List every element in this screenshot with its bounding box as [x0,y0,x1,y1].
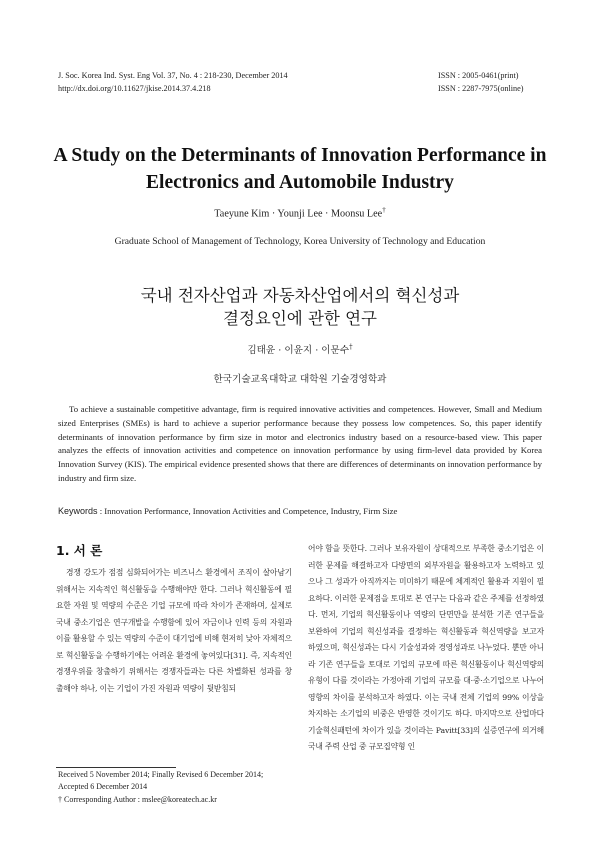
keywords-label: Keywords [58,506,98,516]
authors-korean-names: 김태윤 · 이윤지 · 이문수 [247,345,350,356]
keywords-list: : Innovation Performance, Innovation Activities and Competence, Industry, Firm Size [99,506,398,516]
body-text-right-column: 어야 함을 뜻한다. 그러나 보유자원이 상대적으로 부족한 중소기업은 이러한 문제를 해결하고자 다방면의 외부자원을 활용하고자 노력하고 있으나 그 성과가 아직까지는 미미하기 때문에 체계적인 활용과 지원이 필요하다. 이러한 문제점을 토대로 본 연구는 다음과 같은 주제를 선정하였다. 먼저, 기업의 혁신활동이나 역량의 단면만을 분석한 기존 연구들을 보완하여 기업의 혁신성과를 결정하는 혁신활동과 혁신역량을 보고자 하였으며, 혁신성과는 다시 기술성과와 경영성과로 나누었다. 뿐만 아니라 기존 연구들을 토대로 기업의 규모에 따른 혁신활동이나 혁신역량의 유형이 다를 것이라는 가정아래 기업의 규모를 대·중·소기업으로 나누어 영향의 차이를 분석하고자 하였다. 이는 국내 전체 기업의 99% 이상을 차지하는 소기업의 비중은 반영한 것이기도 하다. 마지막으로 산업마다 기술혁신패턴에 차이가 있을 것이라는 Pavitt[33]의 실증연구에 의거해 국내 주력 산업 중 규모집약형 인 [308,544,544,751]
issn-print: ISSN : 2005-0461(print) [438,71,519,80]
authors-korean [40,342,560,356]
keywords-line [58,506,542,516]
corresponding-mark-ko: † [349,342,353,351]
corresponding-mark: † [382,206,386,214]
issn-online: ISSN : 2287-7975(online) [438,84,524,93]
title-english: A Study on the Determinants of Innovation Performance in Electronics and Automobile Industry [53,145,547,193]
section-heading: 1. 서 론 [56,543,103,558]
footnote-accepted: Accepted 6 December 2014 [58,782,148,792]
footnotes [58,769,294,806]
footnote-divider [56,767,176,768]
affiliation-korean: 한국기술교육대학교 대학원 기술경영학과 [213,374,387,385]
authors-english-names: Taeyune Kim · Younji Lee · Moonsu Lee [214,208,383,220]
abstract: To achieve a sustainable competitive advantage, firm is required innovative activities and competences. However, Small and Medium sized Enterprises (SMEs) is hard to achieve a superior performance because they possess low competences. So, this paper identify determinants of innovation performance by firm size in motor and electronics industry based on a resource-based view. This paper analyzes the effects of innovation activities and competence on innovation performance by using firm-level data provided by Korea Innovation Survey (KIS). The empirical evidence presented shows that there are differences of determinants on innovation performance by industry and firm size. [58,404,542,483]
body-text-left-column: 경쟁 강도가 점점 심화되어가는 비즈니스 환경에서 조직이 살아남기 위해서는 지속적인 혁신활동을 수행해야만 한다. 그러나 혁신활동에 필요한 자원 및 역량의 수준은 기업 규모에 따라 차이가 존재하며, 실제로 국내 중소기업은 연구개발을 수행함에 있어 자금이나 인력 등의 자원과 이를 활용할 수 있는 역량의 수준이 대기업에 비해 현저히 낮아 자체적으로 혁신활동을 수행하기에는 어려운 환경에 놓여있다[31]. 즉, 지속적인 경쟁우위를 창출하기 위해서는 경쟁자들과는 다른 차별화된 성과를 창출해야 하나, 이는 기업이 가진 자원과 역량이 뒷받침되 [56,568,292,693]
journal-citation: J. Soc. Korea Ind. Syst. Eng Vol. 37, No. 4 : 218-230, December 2014 [58,71,288,80]
title-korean-line-1: 국내 전자산업과 자동차산업에서의 혁신성과 [140,286,460,305]
affiliation-english: Graduate School of Management of Technology, Korea University of Technology and Education [114,236,486,247]
title-korean [40,284,560,330]
authors-english [40,206,560,219]
title-korean-line-2: 결정요인에 관한 연구 [223,309,377,328]
doi-link[interactable]: http://dx.doi.org/10.11627/jkise.2014.37.4.218 [58,84,211,93]
footnote-corresponding-author: † Corresponding Author : mslee@koreatech.ac.kr [58,794,217,804]
footnote-received: Received 5 November 2014; Finally Revised 6 December 2014; [58,770,264,779]
